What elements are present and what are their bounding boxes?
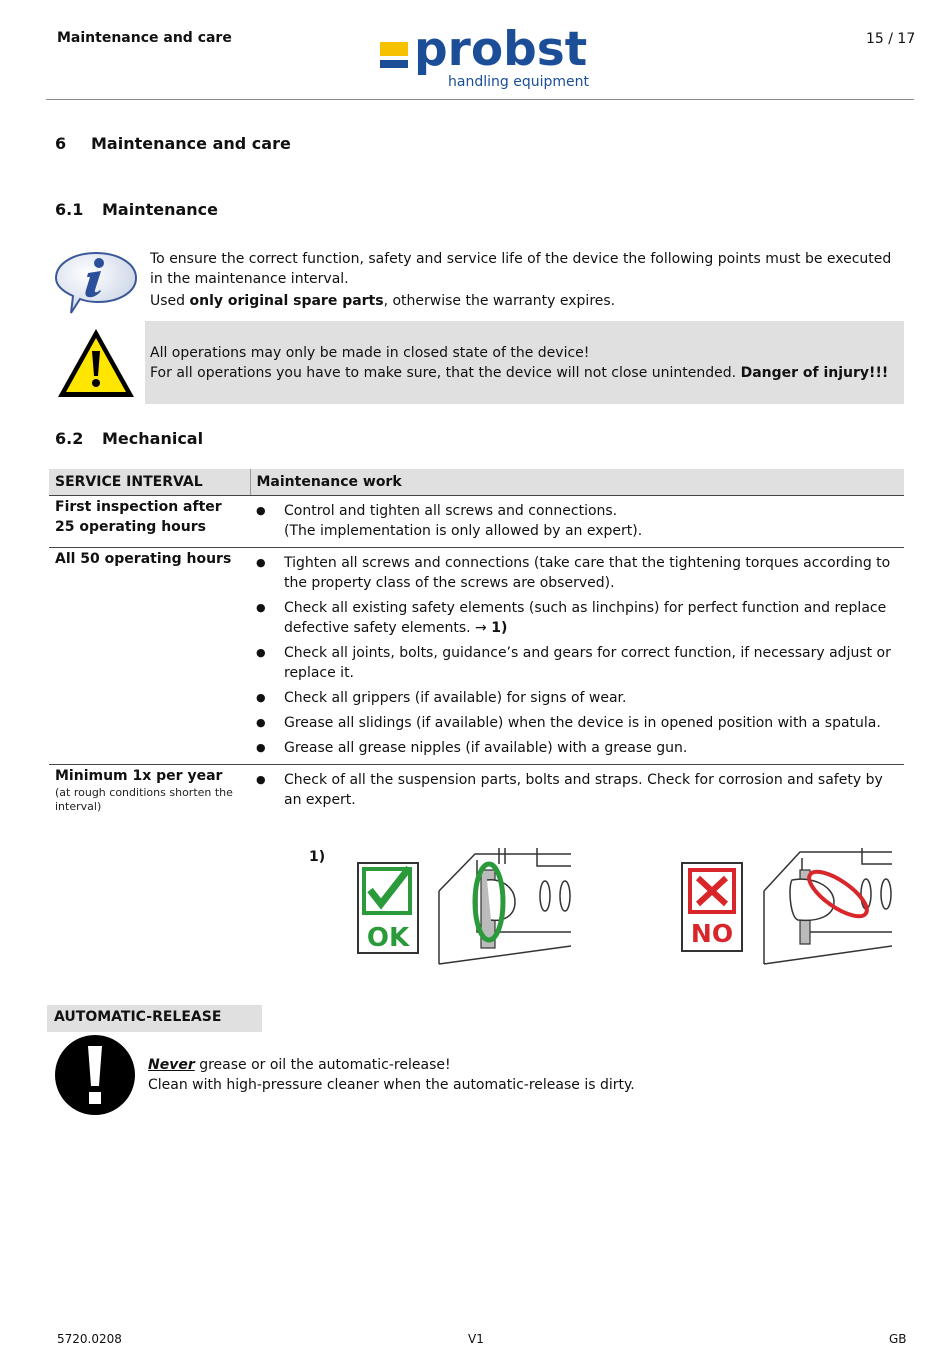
header-section-title: Maintenance and care: [57, 30, 232, 46]
service-interval-table: [49, 469, 904, 820]
footer-version: V1: [468, 1332, 484, 1346]
section-title-mechanical: Mechanical: [102, 429, 204, 448]
logo-bar-blue: [380, 60, 408, 68]
list-item: ● Check all grippers (if available) for signs of wear.: [256, 688, 898, 708]
section-title-maintenance: Maintenance: [102, 200, 219, 219]
no-cross-icon: [681, 862, 743, 956]
automatic-release-title: AUTOMATIC-RELEASE: [54, 1009, 222, 1025]
work-cell: [250, 495, 904, 547]
figure-reference: 1): [491, 619, 508, 636]
list-item: ● Grease all slidings (if available) when the device is in opened position with a spatula.: [256, 713, 898, 733]
warning-text: [150, 343, 888, 383]
column-header-work: Maintenance work: [250, 469, 904, 495]
logo-bar-yellow: [380, 42, 408, 56]
table-header-row: [49, 469, 904, 495]
header-divider: [46, 99, 914, 100]
table-row: [49, 764, 904, 820]
list-item: ● Check all joints, bolts, guidance’s and gears for correct function, if necessary adjust or replace it.: [256, 643, 898, 683]
interval-note: (at rough conditions shorten the interval): [55, 785, 233, 813]
section-number-maintenance: 6.1: [55, 200, 84, 219]
info-text: To ensure the correct function, safety and service life of the device the following points must be executed in the maintenance interval.: [150, 251, 892, 287]
column-header-interval: SERVICE INTERVAL: [49, 469, 250, 495]
warning-line-2: For all operations you have to make sure, that the device will not close unintended. Danger of injury!!!: [150, 365, 889, 381]
warning-line-1: All operations may only be made in closed state of the device!: [150, 345, 590, 361]
table-row: [49, 547, 904, 764]
automatic-release-line-1: Never grease or oil the automatic-release!: [148, 1057, 451, 1073]
automatic-release-text: [148, 1055, 635, 1095]
chapter-title: Maintenance and care: [91, 134, 291, 153]
list-item: ● Tighten all screws and connections (take care that the tightening torques according to the property class of the screws are observed).: [256, 553, 898, 593]
figure-label: 1): [309, 849, 326, 865]
ok-check-icon: [357, 862, 419, 958]
footer-doc-number: 5720.0208: [57, 1332, 122, 1346]
logo-subtitle: handling equipment: [448, 74, 589, 90]
list-item: ● Grease all grease nipples (if available) with a grease gun.: [256, 738, 898, 758]
ok-label: OK: [366, 923, 410, 953]
list-item: ● Control and tighten all screws and connections. (The implementation is only allowed by an expert).: [256, 501, 898, 541]
section-number-mechanical: 6.2: [55, 429, 84, 448]
list-item: ● Check of all the suspension parts, bolts and straps. Check for corrosion and safety by an expert.: [256, 770, 898, 810]
logo-wordmark: probst: [414, 22, 588, 77]
work-cell: [250, 764, 904, 820]
exclamation-icon: [54, 1034, 136, 1120]
info-icon: [53, 250, 139, 320]
page-number: 15 / 17: [866, 31, 916, 47]
warning-triangle-icon: [55, 326, 137, 404]
interval-cell: All 50 operating hours: [49, 547, 250, 764]
linchpin-incorrect-drawing: [762, 846, 894, 972]
no-label: NO: [690, 919, 734, 948]
chapter-number: 6: [55, 134, 67, 153]
table-row: [49, 495, 904, 547]
work-cell: [250, 547, 904, 764]
interval-cell: Minimum 1x per year (at rough conditions shorten the interval): [49, 764, 250, 820]
spare-parts-note: Used only original spare parts, otherwise the warranty expires.: [150, 293, 616, 309]
footer-language: GB: [889, 1332, 907, 1346]
linchpin-correct-drawing: [437, 846, 573, 972]
interval-cell: First inspection after 25 operating hours: [49, 495, 250, 547]
automatic-release-line-2: Clean with high-pressure cleaner when the automatic-release is dirty.: [148, 1077, 635, 1093]
list-item: ● Check all existing safety elements (such as linchpins) for perfect function and replace defective safety elements. → 1): [256, 598, 898, 638]
